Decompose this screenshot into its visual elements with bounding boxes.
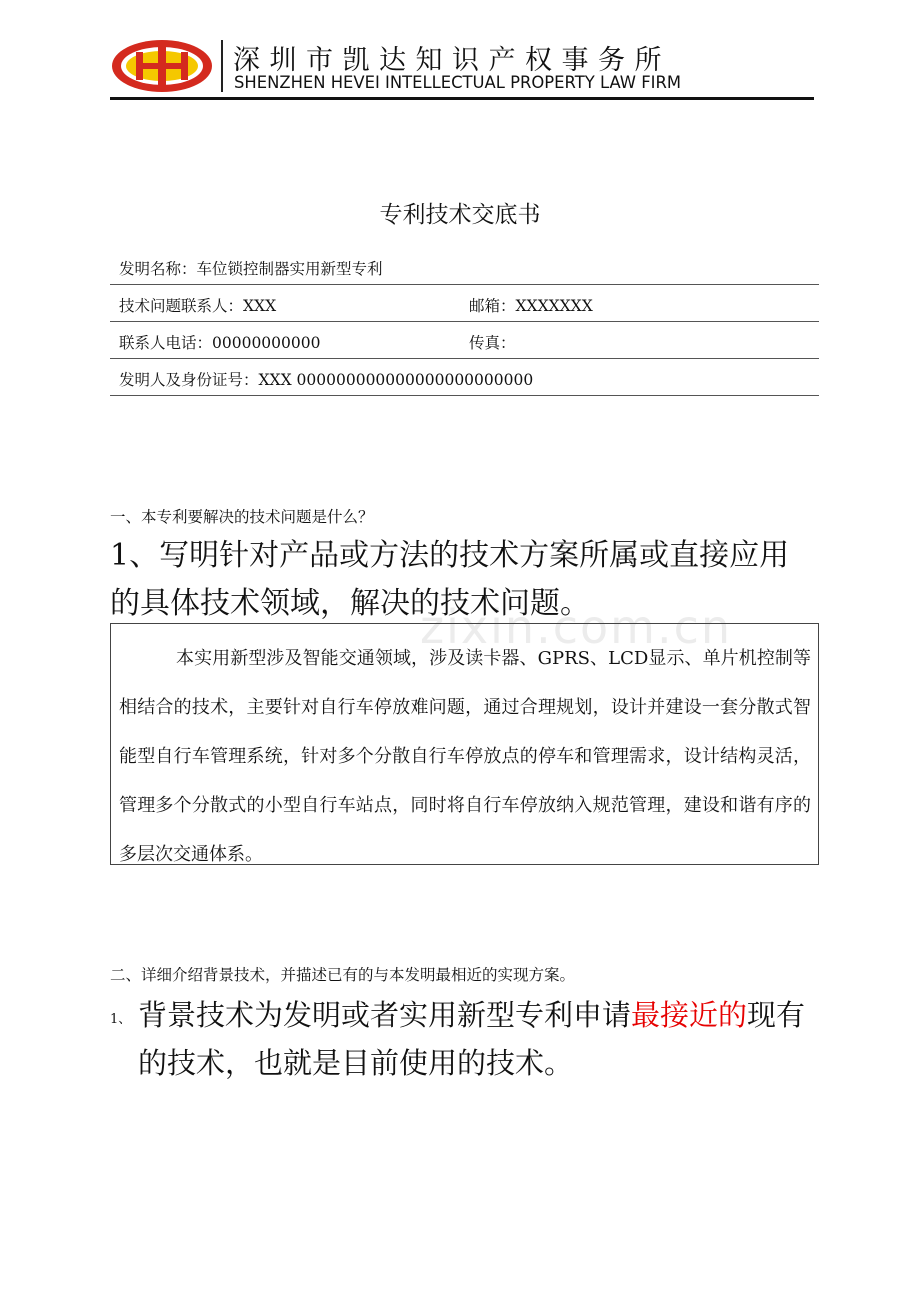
- firm-logo-icon: [110, 38, 214, 94]
- section2-instruction-highlight: 最接近的: [631, 998, 748, 1032]
- section2-instruction-part1: 背景技术为发明或者实用新型专利申请: [138, 998, 632, 1032]
- section1-instruction: 1、写明针对产品或方法的技术方案所属或直接应用的具体技术领域，解决的技术问题。: [110, 538, 790, 621]
- email: 邮箱：XXXXXXX: [469, 297, 593, 315]
- section1-answer: 本实用新型涉及智能交通领域，涉及读卡器、GPRS、LCD显示、单片机控制等相结合的技术，主要针对自行车停放难问题，通过合理规划，设计并建设一套分散式智能型自行车管理系统，针对多个分散自行车停放点的停车和管理需求，设计结构灵活，管理多个分散式的小型自行车站点，同时将自行车停放纳入规范管理，建设和谐有序的多层次交通体系。: [119, 648, 811, 865]
- section1-answer-box: [110, 623, 819, 865]
- section1-question: 一、本专利要解决的技术问题是什么？: [110, 508, 374, 526]
- header-divider: [221, 40, 223, 92]
- section2-question: 二、详细介绍背景技术，并描述已有的与本发明最相近的实现方案。: [110, 966, 576, 984]
- firm-name-cn: 深圳市凯达知识产权事务所: [233, 45, 671, 76]
- section2-item-number: 1、: [110, 1012, 132, 1027]
- info-row-contact: [110, 285, 819, 322]
- info-row-invention: [110, 248, 819, 285]
- section2-instruction-part2: 现有的技术，也就是目前使用的技术。: [138, 998, 806, 1080]
- fax: 传真：: [469, 334, 516, 352]
- info-row-inventor: [110, 359, 819, 396]
- inventor-id: 发明人及身份证号：XXX 000000000000000000000000: [119, 371, 534, 389]
- contact-person: 技术问题联系人：XXX: [119, 297, 277, 315]
- firm-name-en: SHENZHEN HEVEI INTELLECTUAL PROPERTY LAW FIRM: [234, 73, 681, 92]
- watermark: zixin.com.cn: [420, 600, 733, 654]
- info-table: [110, 248, 819, 396]
- contact-phone: 联系人电话：00000000000: [119, 334, 321, 352]
- document-title: 专利技术交底书: [379, 202, 541, 228]
- section2-instruction: [138, 991, 818, 1087]
- invention-name: 发明名称：车位锁控制器实用新型专利: [119, 260, 383, 278]
- info-row-phone: [110, 322, 819, 359]
- header-rule: [110, 97, 814, 100]
